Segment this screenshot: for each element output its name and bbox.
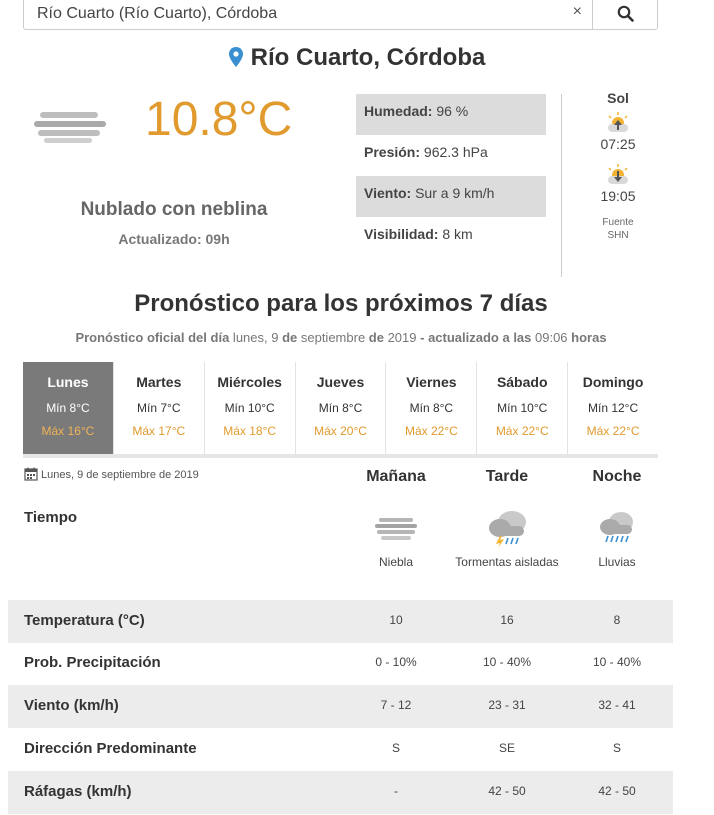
day-max: Máx 20°C xyxy=(314,424,367,438)
row-label: Viento (km/h) xyxy=(24,697,119,714)
row-value: 7 - 12 xyxy=(380,698,412,712)
stat-value: 8 km xyxy=(442,226,473,242)
rain-icon xyxy=(562,508,672,552)
row-value: 10 - 40% xyxy=(592,655,642,669)
table-row-temperature xyxy=(8,600,673,643)
day-max: Máx 22°C xyxy=(404,424,458,438)
subtitle-part: Pronóstico oficial del día xyxy=(75,330,230,345)
condition-label: Lluvias xyxy=(598,555,636,569)
row-label: Prob. Precipitación xyxy=(24,654,161,671)
stat-pressure xyxy=(356,135,546,176)
fog-icon xyxy=(341,508,451,552)
thunderstorm-icon xyxy=(452,508,562,552)
map-pin-icon xyxy=(229,46,243,74)
day-name: Viernes xyxy=(406,374,457,390)
forecast-title: Pronóstico para los próximos 7 días xyxy=(134,290,548,317)
condition-afternoon xyxy=(452,508,562,571)
table-row-precipitation xyxy=(8,642,673,685)
day-tab-viernes[interactable] xyxy=(386,362,477,454)
forecast-subtitle xyxy=(0,330,682,345)
period-afternoon: Tarde xyxy=(485,468,529,485)
day-tab-sabado[interactable] xyxy=(477,362,568,454)
sunrise-icon xyxy=(578,110,658,136)
row-value: 23 - 31 xyxy=(488,698,526,712)
stat-value: 962.3 hPa xyxy=(423,144,488,160)
sun-title: Sol xyxy=(607,90,629,106)
condition-night xyxy=(562,508,672,571)
sunrise-time: 07:25 xyxy=(600,136,636,152)
sunset-icon xyxy=(578,162,658,188)
day-min: Mín 7°C xyxy=(137,401,181,415)
stat-humidity xyxy=(356,94,546,135)
day-min: Mín 12°C xyxy=(588,401,639,415)
day-min: Mín 8°C xyxy=(409,401,454,415)
day-tab-domingo[interactable] xyxy=(568,362,658,454)
row-value: 42 - 50 xyxy=(598,784,636,798)
stat-wind xyxy=(356,176,546,217)
day-max: Máx 18°C xyxy=(223,424,277,438)
search-input-value: Río Cuarto (Río Cuarto), Córdoba xyxy=(37,5,278,22)
stat-value: Sur a 9 km/h xyxy=(415,185,495,201)
day-name: Domingo xyxy=(582,374,644,390)
subtitle-part: - actualizado a las xyxy=(420,330,532,345)
calendar-icon xyxy=(24,467,38,481)
day-name: Jueves xyxy=(316,374,365,390)
clear-search-button[interactable]: × xyxy=(572,3,582,20)
row-value: SE xyxy=(498,741,515,755)
detail-date-text: Lunes, 9 de septiembre de 2019 xyxy=(41,469,199,481)
day-tab-martes[interactable] xyxy=(114,362,205,454)
current-temperature: 10.8°C xyxy=(145,93,293,146)
row-value: S xyxy=(612,741,621,755)
period-morning: Mañana xyxy=(366,468,426,485)
current-stats xyxy=(356,94,546,258)
period-night: Noche xyxy=(592,468,642,485)
search-button[interactable] xyxy=(592,0,658,30)
condition-label: Niebla xyxy=(378,555,414,569)
city-name: Río Cuarto, Córdoba xyxy=(250,44,486,71)
table-row-wind xyxy=(8,685,673,728)
search-bar xyxy=(23,0,658,32)
updated-label: Actualizado: 09h xyxy=(118,231,230,247)
table-row-direction xyxy=(8,728,673,771)
day-tab-lunes[interactable] xyxy=(23,362,114,454)
stat-value: 96 % xyxy=(436,103,469,119)
table-row-gusts xyxy=(8,771,673,814)
day-tabs xyxy=(23,362,658,458)
subtitle-part: lunes, 9 xyxy=(229,330,283,345)
row-value: 0 - 10% xyxy=(375,655,417,669)
subtitle-part: septiembre xyxy=(297,330,369,345)
row-value: 8 xyxy=(613,613,621,627)
day-min: Mín 8°C xyxy=(46,401,90,415)
stat-label: Viento: xyxy=(364,185,412,201)
row-value: 32 - 41 xyxy=(598,698,636,712)
day-name: Sábado xyxy=(496,374,548,390)
day-tab-miercoles[interactable] xyxy=(205,362,296,454)
row-value: 10 - 40% xyxy=(482,655,532,669)
day-min: Mín 8°C xyxy=(318,401,363,415)
row-label: Temperatura (°C) xyxy=(24,612,145,629)
detail-date xyxy=(24,467,199,481)
subtitle-part: 09:06 xyxy=(531,330,572,345)
stat-label: Presión: xyxy=(364,144,421,160)
tiempo-label: Tiempo xyxy=(24,509,78,526)
condition-morning xyxy=(341,508,451,571)
sunset-time: 19:05 xyxy=(600,188,636,204)
city-title xyxy=(0,44,714,74)
day-max: Máx 16°C xyxy=(41,424,95,438)
day-min: Mín 10°C xyxy=(224,401,275,415)
day-max: Máx 22°C xyxy=(586,424,640,438)
day-min: Mín 10°C xyxy=(497,401,548,415)
day-name: Miércoles xyxy=(217,374,282,390)
row-label: Ráfagas (km/h) xyxy=(24,783,132,800)
fog-icon xyxy=(34,110,108,149)
divider xyxy=(561,94,562,277)
stat-visibility xyxy=(356,217,546,258)
row-label: Dirección Predominante xyxy=(24,740,197,757)
row-value: - xyxy=(394,784,398,798)
source-label: Fuente xyxy=(602,217,634,228)
row-value: S xyxy=(391,741,400,755)
day-tab-jueves[interactable] xyxy=(296,362,387,454)
row-value: 42 - 50 xyxy=(488,784,526,798)
stat-label: Visibilidad: xyxy=(364,226,439,242)
search-input[interactable] xyxy=(23,0,593,30)
current-description: Nublado con neblina xyxy=(80,199,268,220)
day-max: Máx 22°C xyxy=(495,424,549,438)
source-name: SHN xyxy=(607,230,629,241)
subtitle-part: horas xyxy=(571,330,607,345)
subtitle-part: de xyxy=(282,330,298,345)
day-name: Martes xyxy=(136,374,182,390)
row-value: 16 xyxy=(500,613,514,627)
stat-label: Humedad: xyxy=(364,103,433,119)
subtitle-part: de xyxy=(368,330,384,345)
sun-panel xyxy=(578,90,658,242)
day-name: Lunes xyxy=(47,374,89,390)
day-max: Máx 17°C xyxy=(132,424,186,438)
search-icon xyxy=(617,5,634,22)
condition-label: Tormentas aisladas xyxy=(455,555,559,569)
subtitle-part: 2019 xyxy=(383,330,421,345)
sun-source xyxy=(578,216,658,242)
row-value: 10 xyxy=(389,613,403,627)
